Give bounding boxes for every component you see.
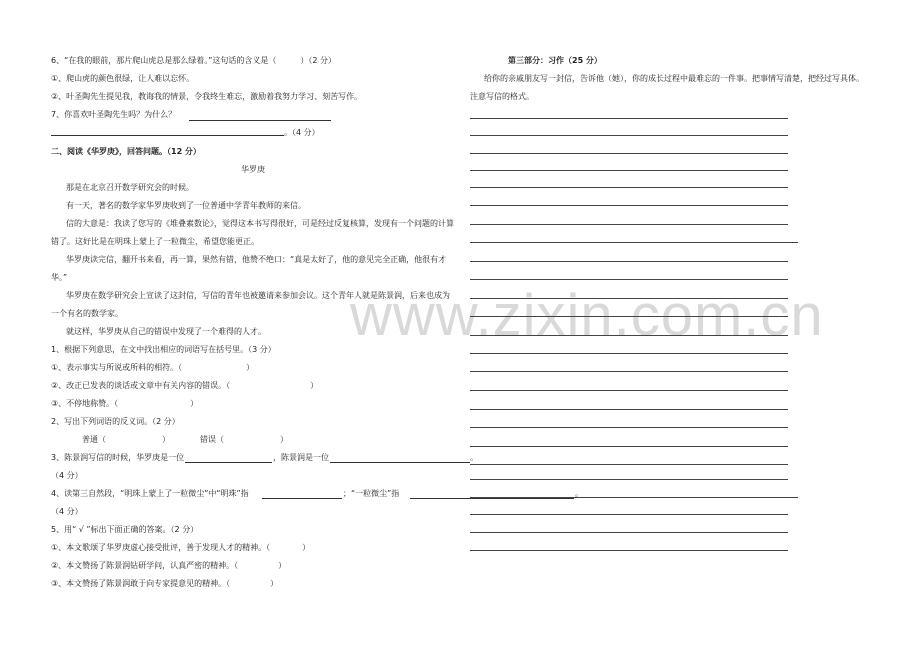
question-3-end: 。 — [470, 453, 478, 462]
writing-line[interactable] — [470, 170, 788, 171]
question-2: 2、写出下列词语的反义词。（2 分） — [51, 417, 180, 426]
question-4: 4、读第三自然段，“明珠上蒙上了一粒微尘”中“明珠”指 — [51, 489, 249, 498]
question-5-item-b: ②、本文赞扬了陈景润钻研学问，认真严密的精神。（ ） — [51, 561, 287, 570]
writing-line[interactable] — [470, 279, 788, 280]
question-7-score: 。（4 分） — [284, 128, 320, 137]
answer-line-q4b[interactable] — [410, 498, 574, 499]
passage-paragraph: 那是在北京召开数学研究会的时候。 — [66, 183, 194, 192]
question-2-item-a: 普通（ ） — [82, 435, 170, 444]
question-1-item-c: ③、不停地称赞。（ ） — [51, 399, 199, 408]
writing-line[interactable] — [470, 446, 788, 447]
writing-line[interactable] — [470, 479, 788, 480]
writing-line[interactable] — [470, 187, 788, 188]
question-4-score: （4 分） — [51, 507, 83, 516]
writing-line[interactable] — [470, 371, 788, 372]
writing-line[interactable] — [470, 261, 788, 262]
passage-paragraph: 信的大意是：我读了您写的《堆叠素数论》，觉得这本书写得很好，可是经过反复核算，发现有一个问题的计算 — [66, 219, 454, 228]
writing-prompt-line-1: 给你的亲戚朋友写一封信，告诉他（她），你的成长过程中最难忘的一件事。把事情写清楚，把经过写具体。 — [484, 74, 864, 83]
answer-line-q7b[interactable] — [51, 135, 284, 136]
writing-line[interactable] — [470, 427, 788, 428]
writing-line[interactable] — [470, 153, 788, 154]
question-6-option-2: ②、叶圣陶先生提见我，教诲我的情景，令我终生难忘，激励着我努力学习、刻苦写作。 — [51, 92, 363, 101]
writing-line[interactable] — [470, 464, 788, 465]
section-2-title: 二、阅读《华罗庚》，回答问题。（12 分） — [51, 147, 201, 156]
question-5: 5、用“ √ ”标出下面正确的答案。（2 分） — [51, 525, 199, 534]
question-5-item-a: ①、本文歌颂了华罗庚虚心接受批评，善于发现人才的精神。（ ） — [51, 543, 311, 552]
passage-paragraph: 华罗庚读完信，翻开书来看，再一算，果然有错，他赞不绝口：“真是太好了，他的意见完全正确，他很有才 — [66, 255, 447, 264]
writing-line[interactable] — [470, 118, 788, 119]
question-1-item-a: ①、表示事实与所说或所料的相符。（ ） — [51, 363, 255, 372]
passage-title: 华罗庚 — [241, 165, 265, 174]
answer-line-q4a[interactable] — [262, 498, 342, 499]
passage-paragraph: 就这样，华罗庚从自己的错误中发现了一个难得的人才。 — [66, 327, 266, 336]
question-7: 7、你喜欢叶圣陶先生吗？为什么？ — [51, 110, 177, 119]
passage-paragraph: 有一天，著名的数学家华罗庚收到了一位普通中学青年教师的来信。 — [66, 201, 306, 210]
question-5-item-c: ③、本文赞扬了陈景润敢于向专家提意见的精神。（ ） — [51, 579, 279, 588]
writing-line[interactable] — [470, 532, 788, 533]
watermark: www.zixin.com.cn — [350, 283, 824, 348]
question-3-score: （4 分） — [51, 471, 83, 480]
writing-line[interactable] — [470, 390, 788, 391]
question-3: 3、陈景润写信的时候，华罗庚是一位 — [51, 453, 185, 462]
question-1: 1、根据下列意思，在文中找出相应的词语写在括号里。（3 分） — [51, 345, 276, 354]
answer-line-q3b[interactable] — [330, 462, 470, 463]
question-6: 6、“在我的眼前，那片爬山虎总是那么绿着。”这句话的含义是（ ）（2 分） — [51, 56, 337, 65]
question-4-middle: ；“一粒微尘”指 — [343, 489, 400, 498]
writing-line[interactable] — [470, 409, 788, 410]
writing-line[interactable] — [470, 135, 788, 136]
writing-line[interactable] — [470, 335, 788, 336]
writing-prompt-line-2: 注意写信的格式。 — [470, 92, 534, 101]
writing-line[interactable] — [470, 353, 788, 354]
answer-line-q3a[interactable] — [185, 462, 272, 463]
question-1-item-b: ②、改正已发表的谈话或文章中有关内容的错误。（ ） — [51, 381, 319, 390]
passage-paragraph: 华。” — [51, 273, 68, 282]
writing-line[interactable] — [470, 205, 788, 206]
writing-line[interactable] — [470, 497, 798, 498]
question-6-option-1: ①、爬山虎的颜色很绿，让人难以忘怀。 — [51, 74, 195, 83]
writing-line[interactable] — [470, 514, 788, 515]
passage-paragraph: 错了。这好比是在明珠上蒙上了一粒微尘，希望您能更正。 — [51, 237, 259, 246]
passage-paragraph: 华罗庚在数学研究会上宣读了这封信，写信的青年也被邀请来参加会议。这个青年人就是陈景润，后来也成为 — [66, 291, 450, 300]
writing-line[interactable] — [470, 316, 788, 317]
answer-line-q7a[interactable] — [189, 120, 331, 121]
passage-paragraph: 一个有名的数学家。 — [51, 309, 123, 318]
question-3-middle: ，陈景润是一位 — [273, 453, 329, 462]
question-2-item-b: 错误（ ） — [200, 435, 288, 444]
writing-line[interactable] — [470, 224, 788, 225]
writing-line[interactable] — [470, 242, 798, 243]
writing-line[interactable] — [470, 550, 788, 551]
question-4-end: 。 — [575, 489, 583, 498]
section-3-title: 第三部分：习作（25 分） — [508, 56, 602, 65]
writing-line[interactable] — [470, 298, 788, 299]
